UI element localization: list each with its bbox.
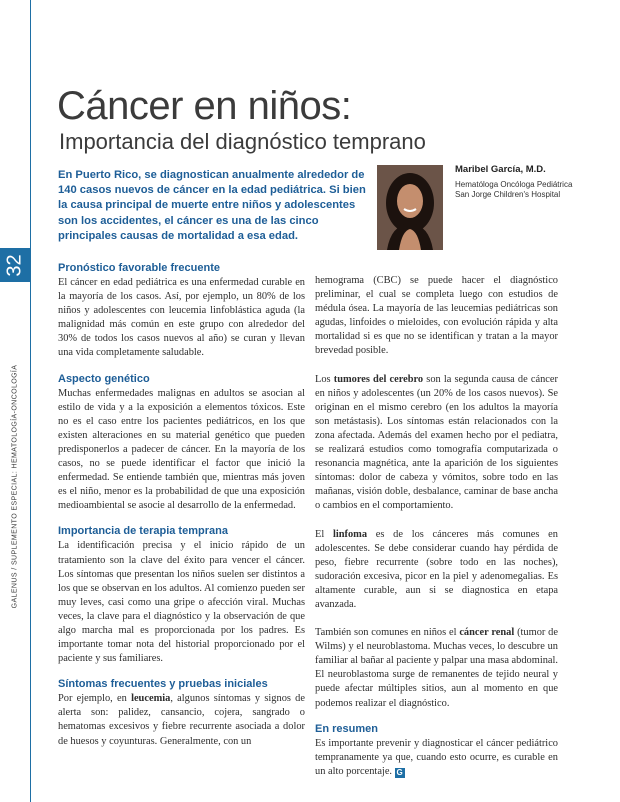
left-column xyxy=(58,261,305,749)
divider-line xyxy=(30,0,31,802)
paragraph-pronostico: El cáncer en edad pediátrica es una enfermedad curable en la mayoría de los casos. Así, por ejemplo, un 80% de los niños y adolescentes con leucemia linfoblástica aguda (la malignidad más común en este grupo con alrededor del 30% de todos los casos nuevos al año) se curan y llevan una vida completamente saludable. xyxy=(58,277,305,359)
paragraph-linfoma: El linfoma es de los cánceres más comunes en adolescentes. Se debe considerar cuando hay pérdida de peso, fiebre recurrente (sobre todo en las noches), sudoración excesiva, picor en la piel y adenomegalias. Es altamente curable, aun si se diagnostica en etapa avanzada. xyxy=(315,528,558,610)
heading-sintomas: Síntomas frecuentes y pruebas iniciales xyxy=(58,678,268,691)
author-institution: San Jorge Children's Hospital xyxy=(455,190,561,199)
paragraph-tumores: Los tumores del cerebro son la segunda causa de cáncer en niños y adolescentes (un 20% de los casos nuevos). Se originan en el mismo cerebro (en los adultos la mayoría son metástasis). Los síntomas están relacionados con la zona afectada. Además del examen hecho por el pediatra, se realizará estudios como tomografía computarizada o resonancia magnética, ante la aparición de los siguientes síntomas: dolor de cabeza y vómitos, sobre todo en las mañanas, visión doble, desbalance, caminar de base ancha o cambios en el comportamiento. xyxy=(315,373,558,512)
heading-pronostico: Pronóstico favorable frecuente xyxy=(58,262,220,274)
sidebar xyxy=(0,0,30,802)
right-column xyxy=(315,274,558,779)
heading-terapia: Importancia de terapia temprana xyxy=(58,525,228,538)
paragraph-terapia: La identificación precisa y el inicio rápido de un tratamiento son la clave del éxito para vencer el cáncer. Los síntomas que presentan los niños suelen ser distintos a los que se observan en los adultos. Al comienzo pueden ser muy leves, casi como una gripe o afección viral. Muchas veces, la clave para el diagnóstico y la observación de que algo marcha mal es proporcionada por los padres. Es importante tomar nota del historial proporcionado por el paciente y sus familiares. xyxy=(58,540,305,665)
author-name: Maribel García, M.D. xyxy=(455,164,546,175)
author-role: Hematóloga Oncóloga Pediátrica xyxy=(455,180,573,189)
heading-genetico: Aspecto genético xyxy=(58,372,150,385)
author-photo xyxy=(377,165,443,250)
paragraph-sintomas: Por ejemplo, en leucemia, algunos síntomas y signos de alerta son: palidez, cansancio, cojera, sangrado o hematomas excesivos y fiebre recurrente asociada a dolor de huesos y coyunturas. Generalmente, con un xyxy=(58,693,305,747)
paragraph-renal: También son comunes en niños el cáncer renal (tumor de Wilms) y el neuroblastoma. Muchas veces, lo descubre un familiar al bañar al paciente y palpar una masa abdominal. El neuroblastoma surge de remanentes de tejido neural y puede afectar múltiples sitios, aun al momento en que podemos realizar el diagnóstico. xyxy=(315,627,558,709)
lead-paragraph: En Puerto Rico, se diagnostican anualmente alrededor de 140 casos nuevos de cáncer en la edad pediátrica. Si bien la causa principal de muerte entre niños y adolescentes son los accidentes, el cáncer es una de las cinco principales causas de mortalidad a esa edad. xyxy=(58,169,366,242)
paragraph-hemograma: hemograma (CBC) se puede hacer el diagnóstico preliminar, el cual se completa luego con estudios de médula ósea. La mayoría de las leucemias pediátricas son agudas, linfoides o mieloides, con evolución rápida y alta mortalidad si es que no se identifican y tratan a la mayor brevedad posible. xyxy=(315,275,558,357)
page-number-box xyxy=(0,248,30,282)
page-title: Cáncer en niños: xyxy=(57,84,352,128)
page-number: 32 xyxy=(3,253,26,277)
page-subtitle: Importancia del diagnóstico temprano xyxy=(59,129,426,154)
running-head: GALENUS / SUPLEMENTO ESPECIAL: HEMATOLOGÍA-ONCOLOGÍA xyxy=(11,364,19,609)
paragraph-resumen: Es importante prevenir y diagnosticar el cáncer pediátrico tempranamente ya que, cuando esto ocurre, es curable en un alto porcentaje. G xyxy=(315,737,558,777)
paragraph-genetico: Muchas enfermedades malignas en adultos se asocian al estilo de vida y a la exposición a elementos tóxicos. Este no es el caso entre los pacientes pediátricos, en los que existen alteraciones en su material genético que pueden predisponerlos a padecer de cáncer. En la mayoría de los casos, no se puede identificar el factor que inició la enfermedad. Se entiende también que, mientras más joven es el niño, menor es la probabilidad de que una exposición medioambiental se asocie al desarrollo de la enfermedad. xyxy=(58,387,305,512)
author-affiliation xyxy=(455,180,615,200)
end-mark: G xyxy=(396,767,403,777)
heading-resumen: En resumen xyxy=(315,722,378,735)
author-portrait-icon xyxy=(377,165,443,250)
